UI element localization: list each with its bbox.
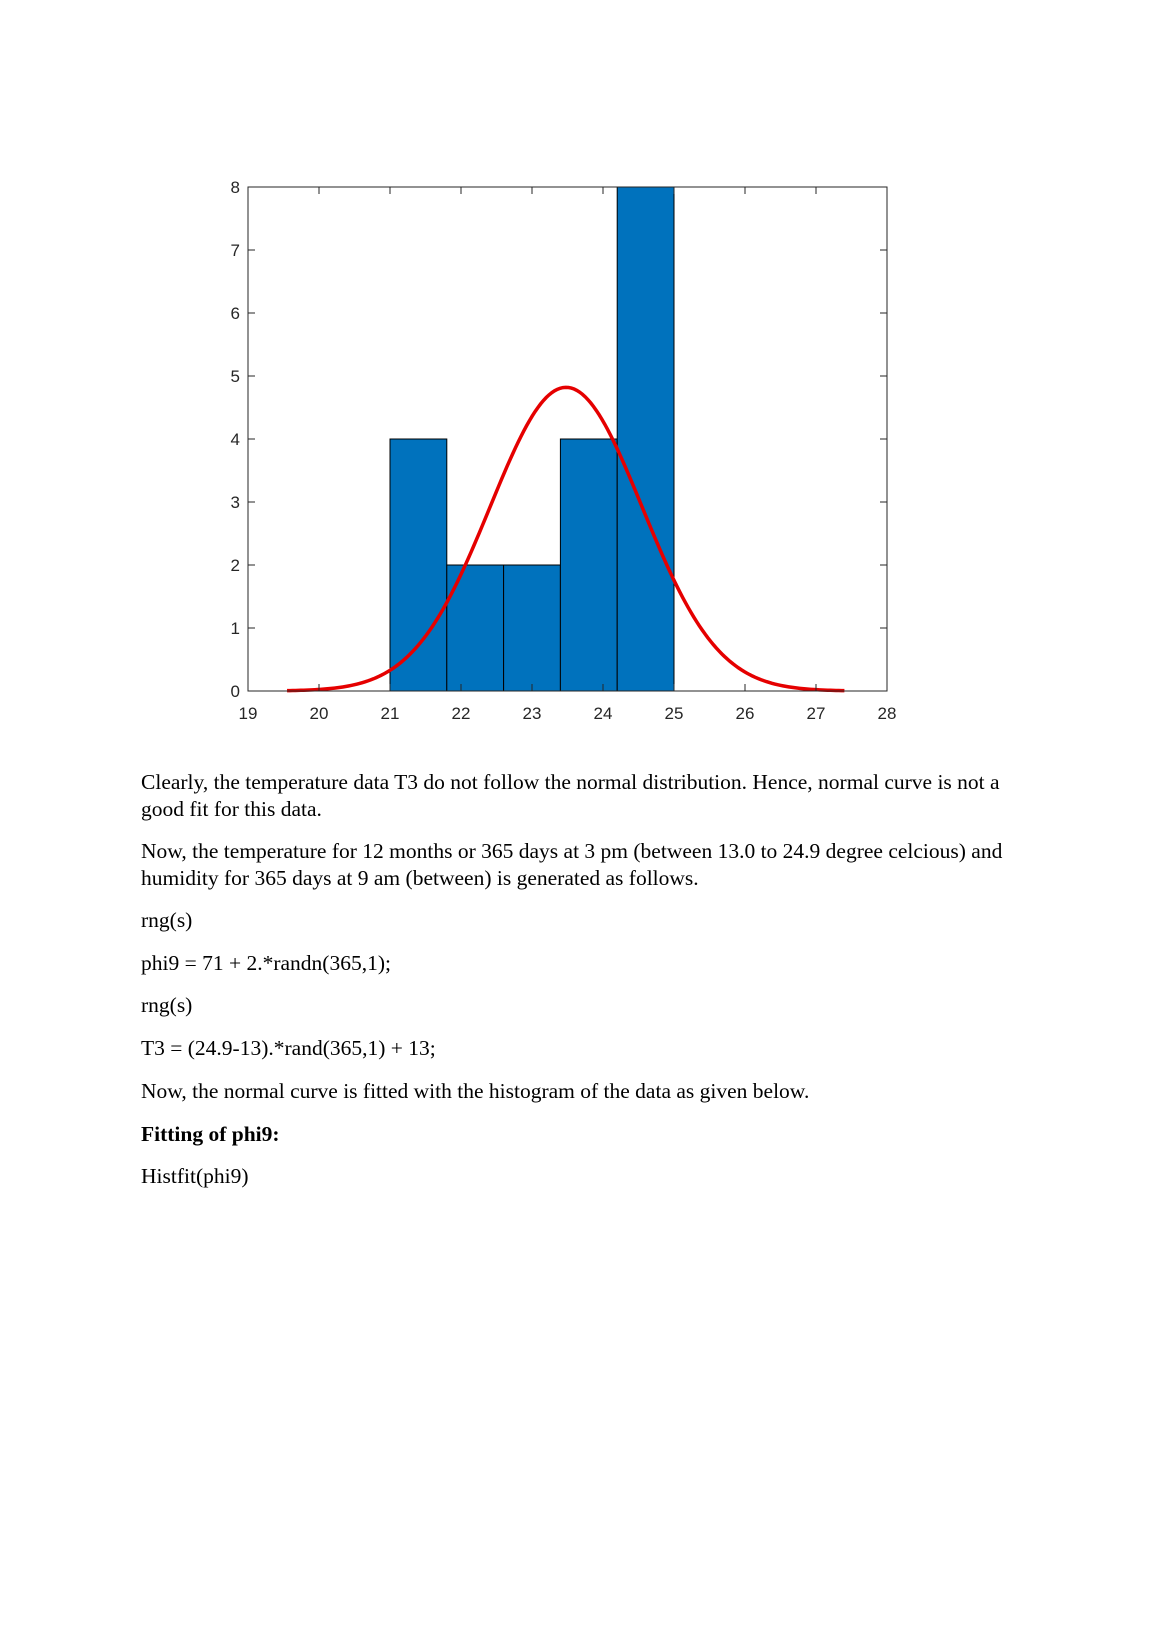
section-heading-phi9: Fitting of phi9: [141,1122,280,1146]
y-tick-label: 2 [230,556,240,575]
code-line-rng-1: rng(s) [141,908,193,932]
paragraph-conclusion: Clearly, the temperature data T3 do not follow the normal distribution. Hence, normal curve is not a good fit for this data. [141,770,1000,821]
y-tick-label: 6 [230,304,240,323]
x-tick-label: 22 [451,704,471,723]
y-tick-label: 0 [230,682,240,701]
paragraph-fit-intro: Now, the normal curve is fitted with the histogram of the data as given below. [141,1079,810,1103]
x-tick-labels [239,704,897,723]
x-tick-label: 27 [806,704,826,723]
y-tick-label: 1 [230,619,240,638]
x-tick-label: 24 [593,704,613,723]
x-tick-label: 25 [664,704,684,723]
y-tick-label: 8 [230,178,240,197]
histogram-bar-3 [504,565,561,691]
x-tick-label: 26 [735,704,755,723]
histogram-bar-4 [560,439,617,691]
x-tick-label: 28 [877,704,897,723]
y-tick-label: 5 [230,367,240,386]
histogram-bars [390,187,674,691]
x-tick-label: 21 [380,704,400,723]
y-tick-label: 3 [230,493,240,512]
y-tick-label: 7 [230,241,240,260]
paragraph-generation-intro: Now, the temperature for 12 months or 365 days at 3 pm (between 13.0 to 24.9 degree celcious) and humidity for 365 days at 9 am (between) is generated as follows. [141,839,1003,890]
y-tick-labels [231,178,240,701]
x-tick-label: 23 [522,704,542,723]
code-line-rng-2: rng(s) [141,993,193,1017]
histogram-bar-1 [390,439,447,691]
code-line-phi9: phi9 = 71 + 2.*randn(365,1); [141,951,391,975]
histogram-bar-5 [617,187,674,691]
y-tick-label: 4 [230,430,240,449]
code-line-histfit: Histfit(phi9) [141,1164,249,1188]
histogram-chart [0,0,1158,740]
x-tick-label: 20 [309,704,329,723]
code-line-t3: T3 = (24.9-13).*rand(365,1) + 13; [141,1036,436,1060]
x-tick-label: 19 [238,704,258,723]
